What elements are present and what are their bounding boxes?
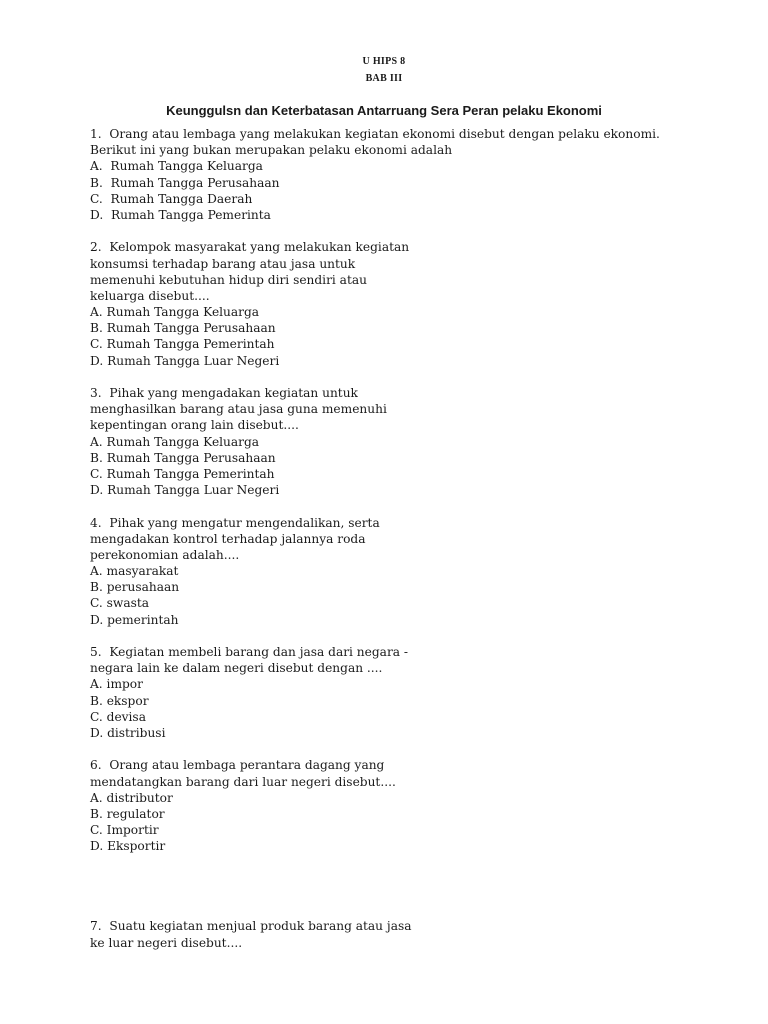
question-1	[90, 126, 710, 223]
question-text: ke luar negeri disebut....	[90, 935, 243, 950]
option-d: D. Rumah Tangga Luar Negeri	[90, 483, 280, 498]
question-text: memenuhi kebutuhan hidup diri sendiri atau	[90, 272, 367, 287]
option-c: C. swasta	[90, 596, 150, 611]
option-a: A. distributor	[90, 790, 173, 805]
option-b: B. Rumah Tangga Perusahaan	[90, 450, 276, 465]
question-text: konsumsi terhadap barang atau jasa untuk	[90, 256, 356, 271]
chapter-label: BAB III	[365, 73, 403, 84]
question-3	[90, 385, 710, 498]
question-2	[90, 239, 710, 369]
option-b: B. perusahaan	[90, 580, 180, 595]
option-a: A. Rumah Tangga Keluarga	[90, 159, 263, 174]
question-text: menghasilkan barang atau jasa guna memenuhi	[90, 402, 387, 417]
question-text: negara lain ke dalam negeri disebut dengan ....	[90, 661, 383, 676]
question-6	[90, 757, 710, 854]
option-b: B. Rumah Tangga Perusahaan	[90, 321, 276, 336]
option-a: A. masyarakat	[90, 564, 179, 579]
question-7	[90, 918, 710, 950]
question-list	[90, 126, 710, 951]
question-text: mengadakan kontrol terhadap jalannya roda	[90, 531, 366, 546]
option-c: C. Rumah Tangga Pemerintah	[90, 337, 275, 352]
question-5	[90, 644, 710, 741]
option-a: A. impor	[90, 677, 143, 692]
option-b: B. ekspor	[90, 693, 149, 708]
question-text: Berikut ini yang bukan merupakan pelaku ekonomi adalah	[90, 143, 453, 158]
question-text: kepentingan orang lain disebut....	[90, 418, 299, 433]
option-d: D. Eksportir	[90, 839, 166, 854]
option-a: A. Rumah Tangga Keluarga	[90, 305, 260, 320]
option-d: D. pemerintah	[90, 612, 179, 627]
question-text: 3. Pihak yang mengadakan kegiatan untuk	[90, 386, 358, 400]
question-text: perekonomian adalah....	[90, 547, 240, 562]
option-b: B. regulator	[90, 806, 165, 821]
option-d: D. Rumah Tangga Luar Negeri	[90, 353, 280, 368]
option-c: C. devisa	[90, 709, 146, 724]
question-text: mendatangkan barang dari luar negeri disebut....	[90, 774, 396, 789]
option-c: C. Rumah Tangga Daerah	[90, 191, 253, 206]
question-text: 6. Orang atau lembaga perantara dagang yang	[90, 758, 385, 773]
question-text: keluarga disebut....	[90, 288, 210, 303]
question-text: 2. Kelompok masyarakat yang melakukan kegiatan	[90, 240, 410, 255]
header-code: U HIPS 8	[362, 56, 406, 67]
option-c: C. Importir	[90, 823, 159, 838]
option-c: C. Rumah Tangga Pemerintah	[90, 466, 275, 481]
question-text: 5. Kegiatan membeli barang dan jasa dari negara -	[90, 645, 409, 659]
document-title: Keunggulsn dan Keterbatasan Antarruang Sera Peran pelaku Ekonomi	[166, 103, 602, 118]
question-text: 4. Pihak yang mengatur mengendalikan, serta	[90, 515, 380, 530]
question-text: 7. Suatu kegiatan menjual produk barang atau jasa	[90, 919, 412, 934]
option-a: A. Rumah Tangga Keluarga	[90, 434, 260, 449]
option-b: B. Rumah Tangga Perusahaan	[90, 175, 280, 190]
option-d: D. Rumah Tangga Pemerinta	[90, 207, 271, 222]
question-text: 1. Orang atau lembaga yang melakukan kegiatan ekonomi disebut dengan pelaku ekonomi.	[90, 127, 660, 141]
option-d: D. distribusi	[90, 725, 166, 740]
question-4	[90, 515, 710, 628]
